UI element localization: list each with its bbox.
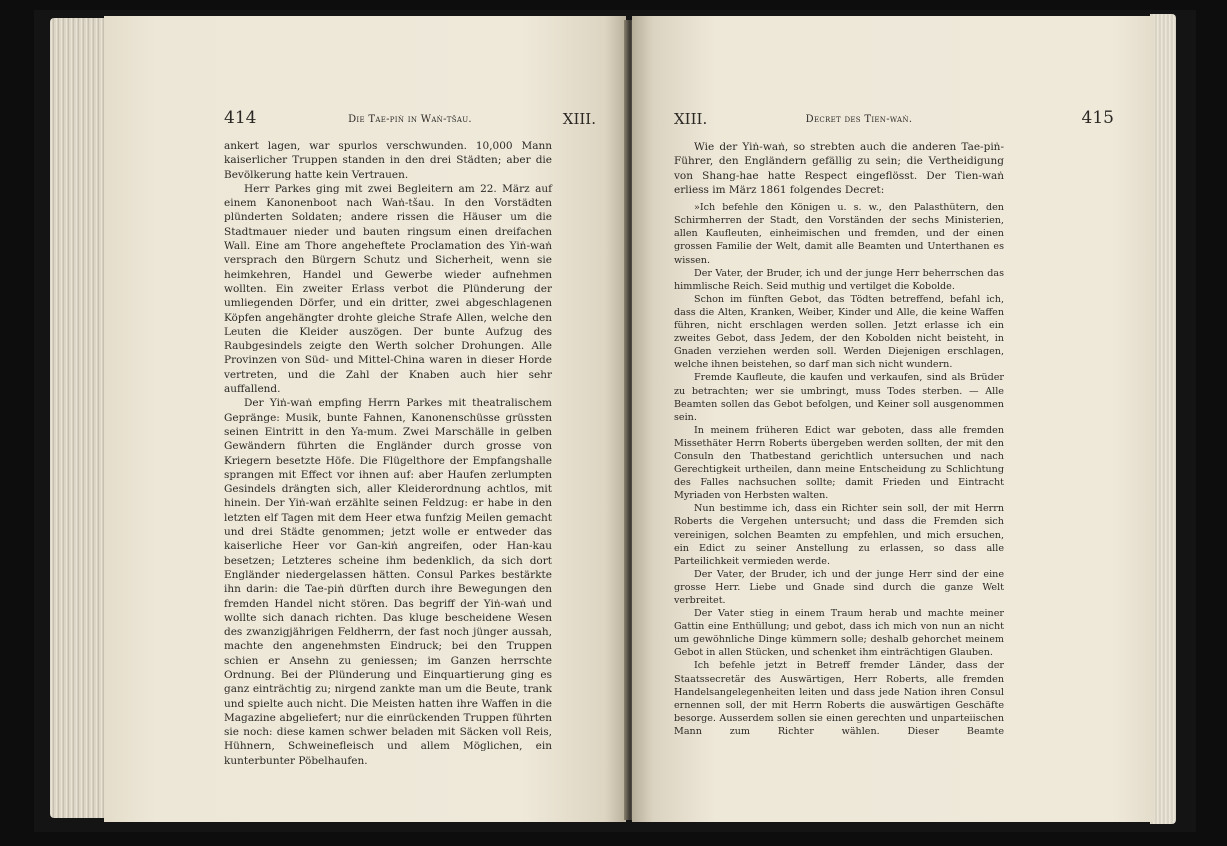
left-page-body (224, 139, 552, 768)
chapter-number: XIII. (562, 110, 596, 128)
decree-paragraph: Der Vater, der Bruder, ich und der junge Herr sind der eine grosse Herr. Liebe und Gnade sind durch die ganze Welt verbreitet. (674, 568, 1004, 606)
decree-paragraph: Der Vater stieg in einem Traum herab und machte meiner Gattin eine Enthüllung; und gebot, dass ich mich von nun an nicht um gewöhnliche Dinge kümmern solle; deshalb gehorchet meinem Gebot in allen Stücken, und schenket ihm einträchtigen Glauben. (674, 608, 1004, 659)
decree-paragraph: Nun bestimme ich, dass ein Richter sein soll, der mit Herrn Roberts die Vergehen untersucht; und dass die Fremden sich vereinigen, solchen Beamten zu empfehlen, und mich ersuchen, ein Edict zu seiner Anstellung zu erlassen, so dass alle Parteilichkeit vermieden werde. (674, 503, 1004, 567)
decree-paragraph: Der Vater, der Bruder, ich und der junge Herr beherrschen das himmlische Reich. Seid muthig und vertilget die Kobolde. (674, 267, 1004, 292)
running-head: Decret des Tien-waṅ. (805, 114, 913, 125)
page-number: 415 (1081, 108, 1114, 128)
decree (674, 201, 1004, 738)
page-edges-left (50, 18, 112, 818)
chapter-number: XIII. (674, 110, 708, 128)
right-page-body (674, 140, 1004, 738)
left-page-header (224, 108, 596, 134)
right-page-header (674, 108, 1114, 134)
decree-paragraph: Schon im fünften Gebot, das Tödten betreffend, befahl ich, dass die Alten, Kranken, Weiber, Kinder und Alle, die keine Waffen führen, nicht erschlagen werden sollen. Jetzt erlasse ich ein zweites Gebot, dass Jedem, der den Kobolden nicht beisteht, in Gnaden verziehen werden soll. Werden Diejenigen erschlagen, welche ihnen beistehen, so darf man sich nicht wundern. (674, 293, 1004, 371)
paragraph: ankert lagen, war spurlos verschwunden. 10,000 Mann kaiserlicher Truppen standen in den drei Städten; aber die Bevölkerung hatte kein Vertrauen. (224, 140, 552, 181)
page-number: 414 (224, 108, 257, 128)
left-page (104, 16, 626, 822)
decree-paragraph: In meinem früheren Edict war geboten, dass alle fremden Missethäter Herrn Roberts übergeben werden sollten, der mit den Consuln den Thatbestand gerichtlich untersuchen und nach Gerechtigkeit urtheilen, dann meine Entscheidung zu Schlichtung des Falles nachsuchen sollte; damit Frieden und Eintracht Myriaden von Herbsten walten. (674, 424, 1004, 502)
right-page (632, 16, 1154, 822)
intro-paragraph: Wie der Yiṅ-waṅ, so strebten auch die anderen Tae-piṅ-Führer, den Engländern gefällig zu sein; die Vertheidigung von Shang-hae hatte Respect eingeflösst. Der Tien-waṅ erliess im März 1861 folgendes Decret: (674, 141, 1004, 196)
running-head: Die Tae-piṅ in Waṅ-tšau. (348, 114, 472, 125)
decree-paragraph: »Ich befehle den Königen u. s. w., den Palasthütern, den Schirmherren der Stadt, den Vorständen der sechs Ministerien, allen Kaufleuten, einheimischen und fremden, und der einen grossen Familie der Welt, damit alle Beamten und Unterthanen es wissen. (674, 202, 1004, 266)
decree-paragraph: Ich befehle jetzt in Betreff fremder Länder, dass der Staatssecretär des Auswärtigen, Herr Roberts, alle fremden Handelsangelegenheiten leiten und dass jede Nation ihren Consul ernennen soll, der mit Herrn Roberts die auswärtigen Geschäfte besorge. Ausserdem sollen sie einen gerechten und unparteiischen Mann zum Richter wählen. Dieser Beamte (674, 660, 1004, 737)
paragraph: Der Yiṅ-waṅ empfing Herrn Parkes mit theatralischem Gepränge: Musik, bunte Fahnen, Kanonenschüsse grüssten seinen Eintritt in den Ya-mum. Zwei Marschälle in gelben Gewändern führten die Engländer durch grosse von Kriegern besetzte Höfe. Die Flügelthore der Empfangshalle sprangen mit Effect vor ihnen auf: aber Haufen zerlumpten Gesindels drängten sich, aller Kleiderordnung achtlos, mit hinein. Der Yiṅ-waṅ erzählte seinen Feldzug: er habe in den letzten elf Tagen mit dem Heer etwa funfzig Meilen gemacht und drei Städte genommen; jetzt wolle er entweder das kaiserliche Heer vor Gan-kiṅ angreifen, oder Han-kau besetzen; Letzteres scheine ihm bedenklich, da sich dort Engländer niedergelassen hätten. Consul Parkes bestärkte ihn darin: die Tae-piṅ dürften durch ihre Bewegungen den fremden Handel nicht stören. Das begriff der Yiṅ-waṅ und wollte sich danach richten. Das kluge bescheidene Wesen des zwanzigjährigen Feldherrn, der fast noch jünger aussah, machte den angenehmsten Eindruck; bei den Truppen schien er Ansehn zu geniessen; im Ganzen herrschte Ordnung. Bei der Plünderung und Einquartierung ging es ganz einträchtig zu; nirgend zankte man um die Beute, trank und spielte auch nicht. Die Meisten hatten ihre Waffen in die Magazine abgeliefert; nur die einrückenden Truppen führten sie noch: diese kamen schwer beladen mit Säcken voll Reis, Hühnern, Schweinefleisch und allem Möglichen, ein kunterbunter Pöbelhaufen. (224, 397, 552, 767)
paragraph: Herr Parkes ging mit zwei Begleitern am 22. März auf einem Kanonenboot nach Waṅ-tšau. In den Vorstädten plünderten Soldaten; andere rissen die Häuser um die Stadtmauer nieder und bauten ringsum einen dreifachen Wall. Eine am Thore angeheftete Proclamation des Yiṅ-waṅ versprach den Bürgern Schutz und Sicherheit, wenn sie heimkehren, Handel und Gewerbe wieder aufnehmen wollten. Ein zweiter Erlass verbot die Plünderung der umliegenden Dörfer, und ein dritter, zwei abgeschlagenen Köpfen angehängter drohte gleiche Strafe Allen, welche den Leuten die Kleider auszögen. Der bunte Aufzug des Raubgesindels zeigte den Werth solcher Drohungen. Alle Provinzen von Süd- und Mittel-China waren in dieser Horde vertreten, und die Zahl der Knaben auch hier sehr auffallend. (224, 182, 552, 396)
decree-paragraph: Fremde Kaufleute, die kaufen und verkaufen, sind als Brüder zu betrachten; wer sie umbringt, muss Todes sterben. — Alle Beamten sollen das Gebot befolgen, und Keiner soll ausgenommen sein. (674, 372, 1004, 423)
